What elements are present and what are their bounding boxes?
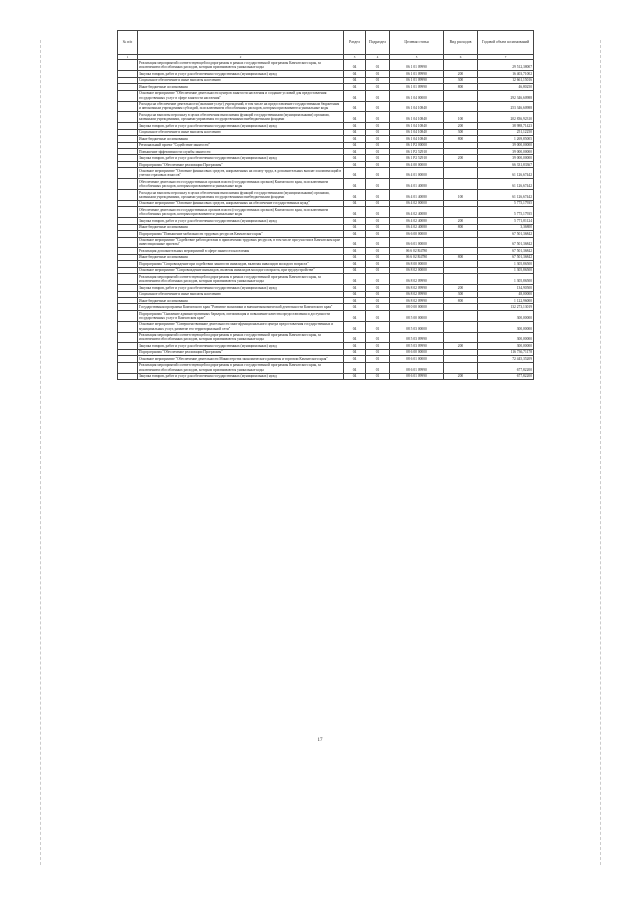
column-number: 3 [344,55,366,60]
row-index [118,60,138,71]
row-expense-type: 800 [444,297,478,303]
row-expense-type: 300 [444,291,478,297]
row-subsection: 01 [366,168,390,179]
row-amount: 253 346,60988 [478,101,534,112]
row-description: Основное мероприятие "Совершенствование деятельности многофункционального центра предоставления государственных и муниципальных услуг, развитие его территориальной сети" [138,321,344,332]
row-subsection: 01 [366,142,390,148]
row-description: Основное мероприятие "Обеспечение деятельности Министерства экономического развития и торговли Камчатского края" [138,356,344,362]
row-subsection: 01 [366,362,390,373]
row-subsection: 01 [366,149,390,155]
row-target-article: 08 0 00 00000 [390,304,444,310]
row-target-article: 08 6 01 09990 [390,362,444,373]
row-section: 04 [344,218,366,224]
row-expense-type: 800 [444,84,478,90]
row-description: Закупка товаров, работ и услуг для обеспечения государственных (муниципальных) нужд [138,343,344,349]
row-amount: 202 836,92310 [478,112,534,123]
row-amount: 39 000,00000 [478,149,534,155]
row-amount: 116 736,71178 [478,349,534,355]
row-subsection: 01 [366,343,390,349]
row-subsection: 01 [366,261,390,267]
row-description: Региональный проект "Содействие занятости" [138,142,344,148]
row-subsection: 01 [366,207,390,218]
row-subsection: 01 [366,101,390,112]
row-index [118,90,138,101]
row-subsection: 01 [366,136,390,142]
header-cell: Целевая статья [390,31,444,55]
row-amount: 61 126,67442 [478,179,534,190]
row-amount: 39 000,00000 [478,155,534,161]
row-index [118,310,138,321]
row-description: Основное мероприятие "Содействие работодателям в привлечении трудовых ресурсов, в том числе при участии в Камчатском крае инвестиционные проекты" [138,237,344,248]
row-description: Реализация мероприятий соответствующей подпрограммы в рамках государственной программы Камчатского края, за исключением обособленных расходов, которым присваиваются уникальные коды [138,332,344,343]
row-index [118,207,138,218]
row-expense-type: 200 [444,71,478,77]
row-subsection: 01 [366,179,390,190]
row-description: Закупка товаров, работ и услуг для обеспечения государственных (муниципальных) нужд [138,285,344,291]
row-amount: 292 346,60988 [478,90,534,101]
row-section: 04 [344,373,366,379]
row-amount: 38 988,71423 [478,123,534,129]
row-amount: 1 305,86500 [478,261,534,267]
table-row [118,101,534,112]
row-target-article: 08 5 03 00000 [390,321,444,332]
row-expense-type [444,90,478,101]
row-amount: 5 775,17935 [478,200,534,206]
row-expense-type [444,332,478,343]
row-target-article: 06 6 01 00000 [390,237,444,248]
row-amount: 1 305,86500 [478,267,534,273]
column-number: 1 [118,55,138,60]
column-number: 5 [390,55,444,60]
row-target-article: 06 8 02 09990 [390,291,444,297]
column-number: 7 [478,55,534,60]
row-expense-type: 100 [444,190,478,201]
row-target-article: 06 1 01 09990 [390,84,444,90]
row-expense-type: 200 [444,123,478,129]
row-target-article: 06 1 04 10840 [390,129,444,135]
row-target-article: 06 4 02 40080 [390,224,444,230]
row-subsection: 01 [366,291,390,297]
row-expense-type [444,362,478,373]
row-section: 04 [344,267,366,273]
row-section: 04 [344,310,366,321]
table-row [118,373,534,379]
row-amount: 48,00000 [478,291,534,297]
row-target-article: 06 4 01 40080 [390,179,444,190]
row-target-article: 08 6 01 09990 [390,373,444,379]
row-section: 04 [344,237,366,248]
row-target-article: 06 1 Р2 52910 [390,149,444,155]
row-subsection: 01 [366,231,390,237]
row-description: Закупка товаров, работ и услуг для обеспечения государственных (муниципальных) нужд [138,71,344,77]
row-expense-type [444,60,478,71]
header-cell: Раздел [344,31,366,55]
row-section: 04 [344,84,366,90]
row-target-article: 06 8 02 09990 [390,285,444,291]
row-expense-type [444,101,478,112]
row-description: Повышение эффективности службы занятости [138,149,344,155]
row-target-article: 06 8 02 09990 [390,274,444,285]
row-subsection: 01 [366,129,390,135]
row-target-article: 06 8 02 00000 [390,267,444,273]
row-description: Социальное обеспечение и иные выплаты населению [138,77,344,83]
row-description: Государственная программа Камчатского края "Развитие экономики и внешнеэкономической деятельности Камчатского края" [138,304,344,310]
table-row [118,90,534,101]
row-description: Иные бюджетные ассигнования [138,224,344,230]
row-amount: 46,80250 [478,84,534,90]
row-subsection: 01 [366,373,390,379]
row-amount: 1 269,85005 [478,136,534,142]
table-row [118,332,534,343]
row-expense-type: 100 [444,112,478,123]
row-section: 04 [344,349,366,355]
row-section: 04 [344,297,366,303]
row-target-article: 06 8 00 00000 [390,261,444,267]
table-row [118,168,534,179]
row-subsection: 01 [366,224,390,230]
header-cell: Вид расходов [444,31,478,55]
table-row [118,179,534,190]
row-subsection: 01 [366,123,390,129]
row-index [118,112,138,123]
table-row [118,60,534,71]
row-section: 04 [344,261,366,267]
row-subsection: 01 [366,77,390,83]
row-description: Иные бюджетные ассигнования [138,84,344,90]
row-subsection: 01 [366,332,390,343]
row-target-article: 06 1 04 10840 [390,112,444,123]
row-section: 04 [344,168,366,179]
row-subsection: 01 [366,349,390,355]
row-subsection: 01 [366,112,390,123]
row-subsection: 01 [366,321,390,332]
row-section: 04 [344,101,366,112]
row-expense-type [444,237,478,248]
row-target-article: 06 4 02 40080 [390,207,444,218]
row-subsection: 01 [366,200,390,206]
row-subsection: 01 [366,304,390,310]
row-index [118,101,138,112]
row-amount: 67 501,36842 [478,248,534,254]
row-amount: 16 403,71002 [478,71,534,77]
row-amount: 66 331,83367 [478,161,534,167]
row-description: Реализация мероприятий соответствующей подпрограммы в рамках государственной программы Камчатского края, за исключением обособленных расходов, которым присваиваются уникальные коды [138,274,344,285]
row-amount: 251,12250 [478,129,534,135]
row-target-article: 08 5 00 00000 [390,310,444,321]
row-section: 04 [344,149,366,155]
row-amount: 300,00000 [478,343,534,349]
row-section: 04 [344,321,366,332]
row-expense-type: 200 [444,218,478,224]
row-amount: 134,90500 [478,285,534,291]
row-subsection: 01 [366,161,390,167]
row-expense-type: 200 [444,155,478,161]
row-section: 04 [344,179,366,190]
row-index [118,237,138,248]
row-section: 04 [344,254,366,260]
row-description: Обеспечение деятельности государственных органов власти (государственных органов) Камчатского края, за исключением обособленных расходов, которым присваиваются уникальные коды [138,207,344,218]
table-row [118,190,534,201]
column-number: 6 [444,55,478,60]
row-amount: 132 273,13019 [478,304,534,310]
header-cell: Годовой объем ассигнований [478,31,534,55]
row-index [118,321,138,332]
row-section: 04 [344,356,366,362]
row-index [118,274,138,285]
row-target-article: 06 1 04 00000 [390,90,444,101]
row-section: 04 [344,90,366,101]
table-row [118,310,534,321]
row-description: Расходы на обеспечение деятельности (оказание услуг) учреждений, в том числе на предоставление государственным бюджетным и автономным учреждениям субсидий, за исключением обособленных расходов, которым присваиваются уникальные коды [138,101,344,112]
header-cell: № п/п [118,31,138,55]
row-target-article: 06 1 Р2 52910 [390,155,444,161]
row-description: Иные бюджетные ассигнования [138,136,344,142]
row-section: 04 [344,207,366,218]
row-expense-type: 200 [444,343,478,349]
row-description: Подпрограмма "Обеспечение реализации Программы" [138,161,344,167]
row-expense-type: 200 [444,285,478,291]
row-amount: 1 305,86500 [478,274,534,285]
row-description: Основное мероприятие "Обеспечение деятельности центров занятости населения и создание условий для предоставления государственных услуг в сфере занятости населения" [138,90,344,101]
budget-table [117,30,534,380]
row-section: 04 [344,200,366,206]
row-section: 04 [344,224,366,230]
row-index [118,190,138,201]
row-expense-type [444,274,478,285]
row-section: 04 [344,231,366,237]
row-target-article: 08 6 01 00000 [390,356,444,362]
row-target-article: 06 1 04 10840 [390,136,444,142]
row-description: Реализация дополнительных мероприятий в сфере занятости населения [138,248,344,254]
row-description: Закупка товаров, работ и услуг для обеспечения государственных (муниципальных) нужд [138,123,344,129]
row-section: 04 [344,60,366,71]
row-amount: 677,82200 [478,362,534,373]
row-index [118,362,138,373]
row-section: 04 [344,248,366,254]
row-target-article: 06 6 00 00000 [390,231,444,237]
row-amount: 67 501,36842 [478,254,534,260]
table-header-row [118,31,534,55]
table-row [118,207,534,218]
budget-sheet [117,30,533,380]
row-target-article: 06 1 04 10840 [390,101,444,112]
row-subsection: 01 [366,84,390,90]
row-amount: 3,36800 [478,224,534,230]
row-subsection: 01 [366,190,390,201]
row-section: 04 [344,123,366,129]
column-number: 2 [138,55,344,60]
row-amount: 61 126,67442 [478,190,534,201]
row-section: 04 [344,142,366,148]
row-description: Реализация мероприятий соответствующей подпрограммы в рамках государственной программы Камчатского края, за исключением обособленных расходов, которым присваиваются уникальные коды [138,362,344,373]
row-subsection: 01 [366,237,390,248]
row-amount: 29 512,38007 [478,60,534,71]
table-row [118,321,534,332]
row-subsection: 01 [366,285,390,291]
row-amount: 300,00000 [478,321,534,332]
row-target-article: 08 5 03 09990 [390,332,444,343]
header-cell [138,31,344,55]
row-section: 04 [344,274,366,285]
row-subsection: 01 [366,310,390,321]
row-target-article: 06 4 02 40080 [390,218,444,224]
row-section: 04 [344,112,366,123]
row-subsection: 01 [366,267,390,273]
column-number: 4 [366,55,390,60]
row-section: 04 [344,190,366,201]
row-description: Социальное обеспечение и иные выплаты населению [138,129,344,135]
row-section: 04 [344,285,366,291]
row-description: Закупка товаров, работ и услуг для обеспечения государственных (муниципальных) нужд [138,155,344,161]
row-amount: 67 501,36842 [478,231,534,237]
row-expense-type: 300 [444,77,478,83]
row-amount: 300,00000 [478,310,534,321]
row-expense-type: 200 [444,373,478,379]
row-section: 04 [344,77,366,83]
row-expense-type: 800 [444,136,478,142]
row-section: 04 [344,304,366,310]
row-description: Иные бюджетные ассигнования [138,254,344,260]
row-index [118,168,138,179]
row-target-article: 06 6 02 R4780 [390,248,444,254]
row-amount: 1 122,96000 [478,297,534,303]
row-description: Закупка товаров, работ и услуг для обеспечения государственных (муниципальных) нужд [138,218,344,224]
row-section: 04 [344,161,366,167]
row-section: 04 [344,155,366,161]
table-row [118,112,534,123]
row-description: Основное мероприятие "Освоение финансовых средств, направленных на оплату труда, в дополнительных выплат и компенсаций в учетом страховых взносов" [138,168,344,179]
row-description: Расходы на выплаты персоналу в целях обеспечения выполнения функций государственными (муниципальными) органами, казенными учреждениями, органами управления государственными внебюджетными фондами [138,112,344,123]
table-row [118,274,534,285]
row-description: Основное мероприятие "Освоение финансовых средств, направленных на обеспечение государственных нужд" [138,200,344,206]
row-section: 04 [344,71,366,77]
row-amount: 300,00000 [478,332,534,343]
row-section: 04 [344,136,366,142]
row-section: 04 [344,291,366,297]
row-amount: 12 661,15016 [478,77,534,83]
row-amount: 67 501,36842 [478,237,534,248]
row-expense-type [444,168,478,179]
header-cell: Подраздел [366,31,390,55]
row-amount: 72 445,35209 [478,356,534,362]
row-description: Иные бюджетные ассигнования [138,297,344,303]
row-target-article: 06 4 02 00000 [390,200,444,206]
row-description: Расходы на выплаты персоналу в целях обеспечения выполнения функций государственными (муниципальными) органами, казенными учреждениями, органами управления государственными внебюджетными фондами [138,190,344,201]
row-target-article: 06 6 02 R4780 [390,254,444,260]
row-subsection: 01 [366,356,390,362]
row-target-article: 06 1 01 09990 [390,77,444,83]
row-target-article: 06 1 01 09990 [390,71,444,77]
row-expense-type [444,310,478,321]
row-target-article: 06 1 01 09990 [390,60,444,71]
row-index [118,179,138,190]
row-description: Обеспечение деятельности государственных органов власти (государственных органов) Камчатского края, за исключением обособленных расходов, которым присваиваются уникальные коды [138,179,344,190]
row-subsection: 01 [366,297,390,303]
row-amount: 5 775,17935 [478,207,534,218]
row-description: Подпрограмма "Обеспечение реализации Программы" [138,349,344,355]
row-section: 04 [344,362,366,373]
row-target-article: 06 1 04 10840 [390,123,444,129]
row-amount: 677,82200 [478,373,534,379]
row-expense-type: 300 [444,129,478,135]
row-expense-type [444,207,478,218]
row-description: Подпрограмма "Снижение административных барьеров, оптимизация и повышение качества предоставления и доступности государственных услуг в Камчатском крае" [138,310,344,321]
table-row [118,237,534,248]
table-body [118,60,534,380]
row-target-article: 08 6 00 00000 [390,349,444,355]
row-description: Основное мероприятие "Сопровождение инвалидов, включая инвалидов молодого возраста, при трудоустройстве" [138,267,344,273]
row-target-article: 06 4 01 00000 [390,168,444,179]
row-target-article: 06 4 01 40080 [390,190,444,201]
row-amount: 39 000,00000 [478,142,534,148]
row-expense-type [444,179,478,190]
row-section: 04 [344,129,366,135]
row-subsection: 01 [366,90,390,101]
row-target-article: 06 1 Р2 00000 [390,142,444,148]
row-subsection: 01 [366,218,390,224]
table-row [118,362,534,373]
page-number: 17 [317,738,323,743]
row-expense-type: 800 [444,254,478,260]
row-subsection: 01 [366,248,390,254]
row-index [118,332,138,343]
row-description: Подпрограмма "Сопровождение при содействии занятости инвалидов, включая инвалидов молодого возраста" [138,261,344,267]
row-amount: 61 126,67442 [478,168,534,179]
row-description: Социальное обеспечение и иные выплаты населению [138,291,344,297]
row-section: 04 [344,332,366,343]
row-target-article: 06 4 00 00000 [390,161,444,167]
row-description: Закупка товаров, работ и услуг для обеспечения государственных (муниципальных) нужд [138,373,344,379]
row-amount: 5 771,81124 [478,218,534,224]
row-index [118,373,138,379]
row-target-article: 06 8 02 09990 [390,297,444,303]
row-subsection: 01 [366,155,390,161]
row-section: 04 [344,343,366,349]
row-subsection: 01 [366,60,390,71]
row-target-article: 08 5 03 09990 [390,343,444,349]
row-expense-type [444,321,478,332]
row-subsection: 01 [366,71,390,77]
row-description: Подпрограмма "Повышение мобильности трудовых ресурсов Камчатского края" [138,231,344,237]
row-subsection: 01 [366,274,390,285]
row-subsection: 01 [366,254,390,260]
row-description: Реализация мероприятий соответствующей подпрограммы в рамках государственной программы Камчатского края, за исключением обособленных расходов, которым присваиваются уникальные коды [138,60,344,71]
row-expense-type: 800 [444,224,478,230]
